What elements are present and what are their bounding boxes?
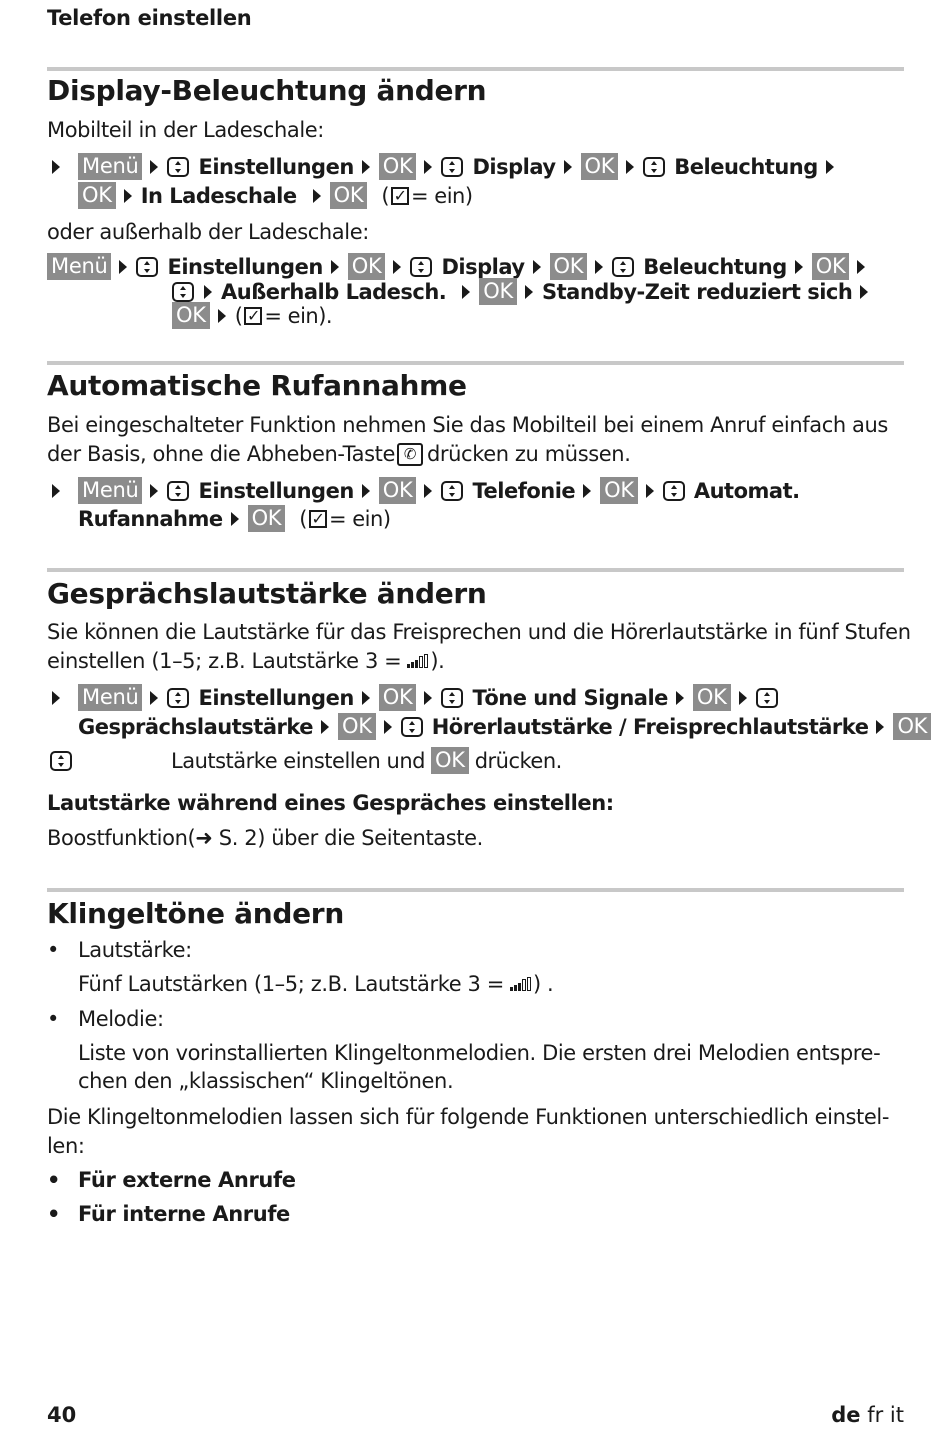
section-heading-call-volume: Gesprächslautstärke ändern: [47, 577, 487, 610]
nav-key-icon: [441, 157, 463, 177]
checkbox-checked-icon: ✓: [391, 187, 409, 205]
menu-item-display: Display: [441, 254, 525, 279]
step-arrow-icon: [218, 309, 226, 323]
ok-key: OK: [812, 253, 850, 280]
call-volume-subheading: Lautstärke während eines Gespräches einstellen:: [47, 791, 614, 815]
step-arrow-icon: [876, 720, 884, 734]
menu-item-automat: Automat.: [693, 478, 800, 503]
section-divider: [47, 361, 904, 365]
step-arrow-icon: [424, 160, 432, 174]
display-outside-path-line-1: [47, 253, 874, 280]
menu-key: Menü: [47, 253, 111, 280]
step-arrow-icon: [826, 160, 834, 174]
ringtone-volume-label: Lautstärke:: [78, 938, 192, 962]
section-heading-ringtones: Klingeltöne ändern: [47, 897, 344, 930]
ok-key: OK: [893, 713, 931, 740]
ok-key: OK: [550, 253, 588, 280]
menu-key: Menü: [78, 153, 142, 180]
check-state-text: = ein).: [264, 303, 333, 328]
menu-item-telefonie: Telefonie: [472, 478, 576, 503]
ringtone-functions-text-2: len:: [47, 1134, 85, 1158]
check-state-text: = ein): [411, 183, 473, 208]
display-intro-outside: oder außerhalb der Ladeschale:: [47, 220, 369, 244]
call-volume-text-2a: einstellen (1–5; z.B. Lautstärke 3 =: [47, 649, 402, 673]
call-volume-text-2b: ).: [430, 649, 445, 673]
call-volume-path-line-2: [78, 713, 931, 740]
nav-key-icon: [441, 688, 463, 708]
auto-answer-text-1: Bei eingeschalteter Funktion nehmen Sie das Mobilteil bei einem Anruf einfach aus: [47, 413, 888, 437]
auto-answer-path-line-1: [47, 477, 800, 504]
language-current: de: [831, 1403, 861, 1427]
ringtone-functions-text-1: Die Klingeltonmelodien lassen sich für folgende Funktionen unterschiedlich einstel-: [47, 1105, 890, 1129]
step-arrow-icon: [424, 484, 432, 498]
call-volume-path-line-1: [47, 684, 787, 711]
call-volume-step: [171, 747, 562, 774]
talk-key-icon: ✆: [397, 443, 423, 466]
page-header-title: Telefon einstellen: [47, 6, 252, 30]
step-arrow-icon: [150, 160, 158, 174]
menu-item-hoerer: Hörerlautstärke / Freisprechlautstärke: [431, 714, 869, 739]
bullet-icon: •: [47, 1168, 61, 1192]
call-volume-step-text-b: drücken.: [474, 748, 562, 773]
nav-key-icon: [612, 257, 634, 277]
menu-key: Menü: [78, 477, 142, 504]
nav-key-icon: [643, 157, 665, 177]
ok-key: OK: [338, 713, 376, 740]
step-arrow-icon: [646, 484, 654, 498]
auto-answer-text-2a: der Basis, ohne die Abheben-Taste: [47, 442, 395, 466]
step-arrow-icon: [124, 189, 132, 203]
nav-key-icon: [50, 751, 72, 771]
nav-key-icon: [410, 257, 432, 277]
call-volume-step-text-a: Lautstärke einstellen und: [171, 748, 425, 773]
ok-key: OK: [693, 684, 731, 711]
ok-key: OK: [330, 182, 368, 209]
menu-item-toene: Töne und Signale: [472, 685, 668, 710]
section-heading-auto-answer: Automatische Rufannahme: [47, 369, 467, 402]
ok-key: OK: [172, 302, 210, 329]
ok-key: OK: [379, 153, 417, 180]
boost-text-b: S. 2) über die Seitentaste.: [218, 826, 483, 850]
step-arrow-icon: [204, 285, 212, 299]
step-arrow-icon: [676, 691, 684, 705]
step-arrow-icon: [795, 260, 803, 274]
boost-text-a: Boostfunktion(: [47, 826, 196, 850]
check-open: (: [381, 183, 390, 208]
volume-level-icon: [407, 654, 428, 668]
step-arrow-icon: [525, 285, 533, 299]
menu-item-beleuchtung: Beleuchtung: [643, 254, 787, 279]
step-arrow-icon: [533, 260, 541, 274]
check-state-text: = ein): [328, 506, 391, 531]
call-volume-text-2: [47, 649, 444, 673]
menu-item-standby: Standby-Zeit reduziert sich: [541, 279, 853, 304]
step-arrow-icon: [321, 720, 329, 734]
ringtone-melody-label: Melodie:: [78, 1007, 164, 1031]
step-arrow-icon: [150, 691, 158, 705]
ok-key: OK: [581, 153, 619, 180]
section-divider: [47, 888, 904, 892]
call-volume-text-1: Sie können die Lautstärke für das Freisprechen und die Hörerlautstärke in fünf Stufen: [47, 620, 911, 644]
step-arrow-icon: [424, 691, 432, 705]
step-arrow-icon: [595, 260, 603, 274]
step-arrow-icon: [362, 160, 370, 174]
ok-key: OK: [379, 684, 417, 711]
menu-item-gespraechslautstaerke: Gesprächslautstärke: [78, 714, 314, 739]
step-arrow-icon: [626, 160, 634, 174]
display-path-line-2: [78, 182, 473, 209]
ok-key: OK: [431, 747, 469, 774]
ok-key: OK: [379, 477, 417, 504]
section-heading-display: Display-Beleuchtung ändern: [47, 74, 487, 107]
auto-answer-text-2b: drücken zu müssen.: [426, 442, 631, 466]
step-nav-wrapper: [50, 750, 81, 771]
nav-key-icon: [172, 282, 194, 302]
ringtone-volume-text-a: Fünf Lautstärken (1–5; z.B. Lautstärke 3 =: [78, 972, 504, 996]
step-arrow-icon: [150, 484, 158, 498]
page-number: 40: [47, 1403, 77, 1427]
menu-item-einstellungen: Einstellungen: [198, 478, 354, 503]
step-arrow-icon: [462, 285, 470, 299]
ok-key: OK: [348, 253, 386, 280]
ringtone-volume-text: [78, 972, 553, 996]
language-others: fr it: [867, 1403, 904, 1427]
menu-item-rufannahme: Rufannahme: [78, 506, 223, 531]
display-intro-charging: Mobilteil in der Ladeschale:: [47, 118, 324, 142]
auto-answer-text-2: [47, 442, 630, 466]
volume-level-icon: [510, 977, 531, 991]
ringtone-melody-text-2: chen den „klassischen“ Klingeltönen.: [78, 1069, 454, 1093]
section-divider: [47, 568, 904, 572]
step-arrow-icon: [119, 260, 127, 274]
bullet-icon: •: [47, 1202, 61, 1226]
ringtone-external-calls: Für externe Anrufe: [78, 1168, 296, 1192]
bullet-icon: •: [47, 1007, 60, 1031]
step-arrow-icon: [313, 189, 321, 203]
step-arrow-icon: [739, 691, 747, 705]
menu-key: Menü: [78, 684, 142, 711]
step-arrow-icon: [231, 512, 239, 526]
step-arrow-icon: [52, 484, 60, 498]
ringtone-internal-calls: Für interne Anrufe: [78, 1202, 290, 1226]
checkbox-checked-icon: ✓: [244, 307, 262, 325]
step-arrow-icon: [52, 160, 60, 174]
arrow-right-icon: ➜: [195, 826, 213, 850]
menu-item-einstellungen: Einstellungen: [198, 685, 354, 710]
step-arrow-icon: [331, 260, 339, 274]
ok-key: OK: [248, 505, 286, 532]
auto-answer-path-line-2: [78, 505, 391, 532]
ringtone-volume-text-b: ) .: [532, 972, 554, 996]
nav-key-icon: [136, 257, 158, 277]
menu-item-ausserhalb: Außerhalb Ladesch.: [221, 279, 447, 304]
check-open: (: [234, 303, 243, 328]
nav-key-icon: [167, 688, 189, 708]
boost-text: [47, 826, 483, 850]
nav-key-icon: [663, 481, 685, 501]
nav-key-icon: [756, 688, 778, 708]
step-arrow-icon: [860, 285, 868, 299]
menu-item-display: Display: [472, 154, 556, 179]
step-arrow-icon: [384, 720, 392, 734]
ringtone-melody-text-1: Liste von vorinstallierten Klingeltonmelodien. Die ersten drei Melodien entspre-: [78, 1041, 881, 1065]
menu-item-beleuchtung: Beleuchtung: [674, 154, 818, 179]
checkbox-checked-icon: ✓: [309, 510, 327, 528]
bullet-icon: •: [47, 938, 60, 962]
step-arrow-icon: [564, 160, 572, 174]
nav-key-icon: [167, 481, 189, 501]
ok-key: OK: [600, 477, 638, 504]
step-arrow-icon: [857, 260, 865, 274]
display-path-line-1: [47, 153, 843, 180]
step-arrow-icon: [362, 484, 370, 498]
check-open: (: [299, 506, 307, 531]
ok-key: OK: [479, 278, 517, 305]
step-arrow-icon: [393, 260, 401, 274]
menu-item-in-ladeschale: In Ladeschale: [140, 183, 297, 208]
menu-item-einstellungen: Einstellungen: [167, 254, 323, 279]
step-arrow-icon: [362, 691, 370, 705]
nav-key-icon: [441, 481, 463, 501]
nav-key-icon: [167, 157, 189, 177]
menu-item-einstellungen: Einstellungen: [198, 154, 354, 179]
ok-key: OK: [78, 182, 116, 209]
display-outside-path-line-2: [172, 278, 877, 305]
section-divider: [47, 67, 904, 71]
display-outside-path-line-3: [172, 302, 332, 329]
nav-key-icon: [401, 717, 423, 737]
step-arrow-icon: [583, 484, 591, 498]
language-indicator: [831, 1403, 904, 1427]
step-arrow-icon: [52, 691, 60, 705]
